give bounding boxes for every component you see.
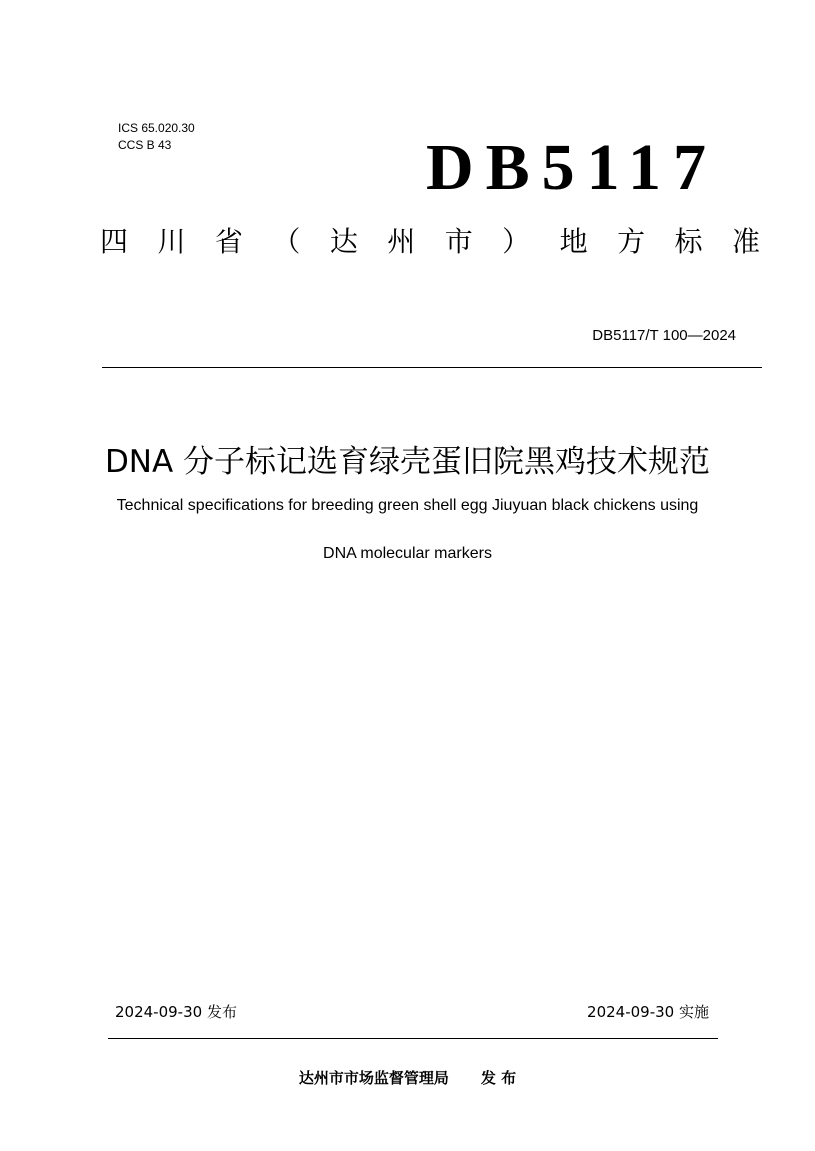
header-divider bbox=[102, 367, 762, 368]
ics-code: ICS 65.020.30 bbox=[118, 121, 195, 135]
title-english bbox=[20, 494, 795, 566]
category-char: ） bbox=[502, 225, 531, 258]
category-char: 市 bbox=[444, 225, 473, 258]
ccs-code: CCS B 43 bbox=[118, 138, 172, 152]
classification-codes bbox=[118, 120, 195, 154]
category-char: 准 bbox=[731, 225, 760, 258]
publisher-action: 发 布 bbox=[480, 1069, 517, 1087]
publisher bbox=[180, 1067, 635, 1089]
standard-code: DB5117 bbox=[425, 131, 718, 204]
category-char: 川 bbox=[157, 225, 186, 258]
category-char: 省 bbox=[214, 225, 243, 258]
title-english-line-1: Technical specifications for breeding green shell egg Jiuyuan black chickens using bbox=[116, 497, 699, 514]
category-char: 地 bbox=[559, 225, 588, 258]
standard-number: DB5117/T 100—2024 bbox=[592, 327, 736, 344]
standard-category bbox=[100, 218, 760, 266]
category-char: 标 bbox=[674, 225, 703, 258]
title-english-line-2: DNA molecular markers bbox=[323, 545, 492, 562]
issue-date: 2024-09-30 发布 bbox=[115, 1003, 237, 1021]
title-chinese: DNA 分子标记选育绿壳蛋旧院黑鸡技术规范 bbox=[104, 444, 711, 480]
category-char: （ bbox=[272, 225, 301, 258]
category-char: 四 bbox=[100, 225, 129, 258]
publisher-name: 达州市市场监督管理局 bbox=[298, 1069, 449, 1087]
implementation-date: 2024-09-30 实施 bbox=[587, 1003, 709, 1021]
category-char: 方 bbox=[617, 225, 646, 258]
category-char: 州 bbox=[387, 225, 416, 258]
category-char: 达 bbox=[329, 225, 358, 258]
footer-divider bbox=[108, 1038, 718, 1039]
